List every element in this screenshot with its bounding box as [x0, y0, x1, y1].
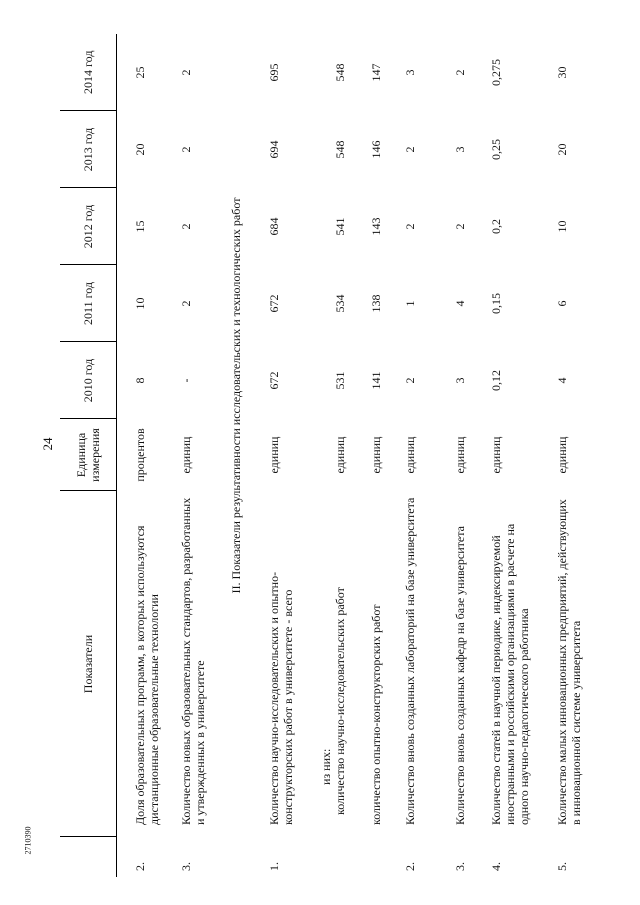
row-unit: единиц: [332, 436, 347, 474]
header-num: [60, 837, 117, 877]
row-value-2014: 147: [368, 63, 383, 82]
row-value-2010: 0,12: [488, 370, 503, 391]
section-heading-row: [229, 34, 267, 877]
row-unit: единиц: [368, 436, 383, 474]
row-value-2014: 2: [178, 69, 193, 76]
row-number: 2.: [402, 862, 417, 871]
row-value-2010: 672: [266, 371, 281, 390]
row-indicator: Количество вновь созданных кафедр на базе университета: [452, 526, 467, 825]
row-value-2014: 30: [554, 66, 569, 79]
row-value-2010: 531: [332, 371, 347, 390]
rotated-table-container: [60, 34, 600, 877]
table-row: [403, 34, 453, 877]
row-unit: единиц: [452, 436, 467, 474]
row-value-2013: 20: [133, 143, 147, 156]
header-unit: Единица измерения: [60, 419, 117, 491]
row-unit: единиц: [402, 436, 417, 474]
row-unit: процентов: [133, 428, 147, 482]
row-unit: единиц: [488, 436, 503, 474]
row-value-2013: 694: [266, 140, 281, 159]
row-value-2010: 141: [368, 371, 383, 390]
row-number: 5.: [554, 862, 569, 871]
header-year-2014: 2014 год: [60, 34, 117, 111]
row-indicator: Количество малых инновационных предприятий, действующих в инновационной системе университета: [554, 499, 583, 825]
row-value-2011: 1: [402, 300, 417, 307]
section-title: II. Показатели результативности исследовательских и технологических работ: [228, 197, 243, 594]
row-value-2011: 534: [332, 294, 347, 313]
row-prefix: из них:: [318, 748, 333, 785]
row-number: 4.: [488, 862, 503, 871]
row-unit: единиц: [178, 436, 193, 474]
row-value-2013: 146: [368, 140, 383, 159]
row-number: 3.: [452, 862, 467, 871]
header-year-2012: 2012 год: [60, 188, 117, 265]
table-row: [319, 34, 369, 877]
row-indicator: [319, 491, 369, 837]
row-value-2012: 684: [266, 217, 281, 236]
row-value-2011: 2: [178, 300, 193, 307]
header-year-2013: 2013 год: [60, 111, 117, 188]
row-value-2011: 10: [133, 297, 147, 310]
row-unit: единиц: [554, 436, 569, 474]
header-year-2011: 2011 год: [60, 265, 117, 342]
row-value-2012: 2: [452, 223, 467, 230]
row-value-2014: 695: [266, 63, 281, 82]
row-value-2011: 0,15: [488, 293, 503, 314]
row-value-2012: 143: [368, 217, 383, 236]
table-row: [117, 34, 179, 877]
header-year-2010: 2010 год: [60, 342, 117, 419]
row-value-2010: 4: [554, 377, 569, 384]
header-indicator: Показатели: [60, 491, 117, 837]
row-value-2010: 8: [133, 377, 147, 384]
row-value-2013: 2: [402, 146, 417, 153]
table-row: [179, 34, 229, 877]
row-value-2013: 0,25: [488, 139, 503, 160]
row-value-2010: -: [178, 378, 193, 383]
row-value-2014: 25: [133, 66, 147, 79]
row-indicator: Доля образовательных программ, в которых используются дистанционные образовательные технологии: [133, 525, 161, 825]
row-value-2014: 3: [402, 69, 417, 76]
table-row: [453, 34, 489, 877]
row-value-2012: 541: [332, 217, 347, 236]
row-number: 3.: [178, 862, 193, 871]
row-value-2011: 672: [266, 294, 281, 313]
row-indicator-text: количество научно-исследовательских работ: [332, 587, 347, 815]
row-indicator: Количество статей в научной периодике, индексируемой иностранными и российскими организациями в расчете на одного научно-педагогического работника: [488, 523, 531, 825]
row-value-2014: 0,275: [488, 59, 503, 86]
table-row: [267, 34, 319, 877]
row-indicator: количество опытно-конструкторских работ: [368, 604, 383, 825]
row-value-2010: 2: [402, 377, 417, 384]
row-value-2013: 3: [452, 146, 467, 153]
page-number: 24: [40, 437, 55, 451]
row-value-2012: 2: [402, 223, 417, 230]
document-page: [60, 34, 600, 877]
row-value-2011: 138: [368, 294, 383, 313]
row-number: 2.: [133, 862, 147, 871]
row-value-2013: 20: [554, 143, 569, 156]
row-value-2010: 3: [452, 377, 467, 384]
row-number: [319, 837, 369, 877]
row-value-2012: 2: [178, 223, 193, 230]
table-row: [555, 34, 597, 877]
header-row: [60, 34, 117, 877]
row-indicator: Количество новых образовательных стандартов, разработанных и утвержденных в университете: [178, 497, 207, 825]
row-indicator: Количество научно-исследовательских и опытно-конструкторских работ в университете - всего: [266, 571, 295, 825]
row-indicator: Количество вновь созданных лабораторий на базе университета: [402, 497, 417, 825]
row-number: 1.: [266, 862, 281, 871]
row-value-2012: 10: [554, 220, 569, 233]
indicators-table: [60, 34, 597, 877]
row-value-2012: 0,2: [488, 219, 503, 234]
row-value-2014: 548: [332, 63, 347, 82]
row-unit: единиц: [266, 436, 281, 474]
table-row: [489, 34, 555, 877]
document-code: 2710390: [23, 826, 33, 855]
row-value-2011: 4: [452, 300, 467, 307]
row-value-2013: 2: [178, 146, 193, 153]
row-value-2013: 548: [332, 140, 347, 159]
row-value-2014: 2: [452, 69, 467, 76]
row-value-2011: 6: [554, 300, 569, 307]
table-row: [369, 34, 403, 877]
row-value-2012: 15: [133, 220, 147, 233]
row-number: [369, 837, 403, 877]
